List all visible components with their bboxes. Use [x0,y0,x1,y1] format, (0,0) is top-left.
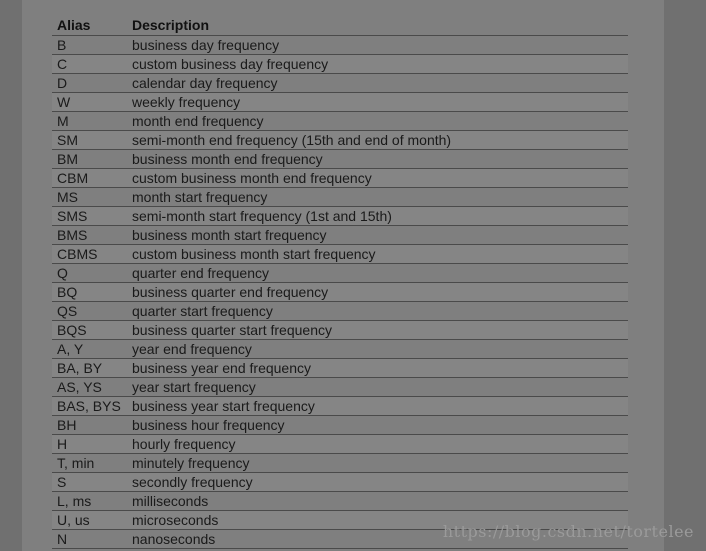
alias-cell: M [52,112,127,131]
description-cell: business year start frequency [127,397,628,416]
table-row [52,340,628,359]
alias-cell: T, min [52,454,127,473]
description-cell: year end frequency [127,340,628,359]
description-cell: business day frequency [127,36,628,55]
table-row [52,264,628,283]
table-row [52,207,628,226]
table-row [52,416,628,435]
description-cell: business hour frequency [127,416,628,435]
table-row [52,93,628,112]
description-cell: business quarter start frequency [127,321,628,340]
alias-cell: QS [52,302,127,321]
alias-cell: A, Y [52,340,127,359]
description-cell: quarter end frequency [127,264,628,283]
offset-aliases-table [52,16,628,549]
description-cell: business month start frequency [127,226,628,245]
table-row [52,74,628,93]
table-row [52,131,628,150]
alias-cell: B [52,36,127,55]
alias-cell: BQS [52,321,127,340]
description-cell: microseconds [127,511,628,530]
table-row [52,226,628,245]
alias-cell: D [52,74,127,93]
table-row [52,169,628,188]
description-cell: nanoseconds [127,530,628,549]
alias-cell: SMS [52,207,127,226]
table-header-row [52,16,628,36]
description-cell: semi-month start frequency (1st and 15th) [127,207,628,226]
description-cell: calendar day frequency [127,74,628,93]
alias-cell: CBMS [52,245,127,264]
alias-cell: U, us [52,511,127,530]
description-cell: minutely frequency [127,454,628,473]
description-cell: quarter start frequency [127,302,628,321]
alias-cell: N [52,530,127,549]
alias-cell: Q [52,264,127,283]
alias-cell: S [52,473,127,492]
alias-cell: W [52,93,127,112]
table-row [52,435,628,454]
description-cell: milliseconds [127,492,628,511]
table-row [52,283,628,302]
table-row [52,112,628,131]
table-row [52,302,628,321]
alias-cell: MS [52,188,127,207]
table-row [52,321,628,340]
alias-cell: BQ [52,283,127,302]
description-cell: hourly frequency [127,435,628,454]
description-cell: secondly frequency [127,473,628,492]
description-column-header: Description [127,16,628,36]
table-row [52,245,628,264]
alias-cell: H [52,435,127,454]
table-body [52,36,628,549]
watermark: https://blog.csdn.net/tortelee [442,522,694,541]
description-cell: year start frequency [127,378,628,397]
alias-cell: CBM [52,169,127,188]
table-row [52,36,628,55]
table-row [52,359,628,378]
alias-cell: BMS [52,226,127,245]
description-cell: business year end frequency [127,359,628,378]
description-cell: business quarter end frequency [127,283,628,302]
description-cell: semi-month end frequency (15th and end of month) [127,131,628,150]
table-row [52,150,628,169]
table-row [52,55,628,74]
alias-cell: L, ms [52,492,127,511]
alias-cell: C [52,55,127,74]
table-row [52,492,628,511]
description-cell: custom business day frequency [127,55,628,74]
alias-cell: BAS, BYS [52,397,127,416]
description-cell: business month end frequency [127,150,628,169]
description-cell: month start frequency [127,188,628,207]
alias-cell: BM [52,150,127,169]
table-row [52,397,628,416]
table-row [52,378,628,397]
alias-cell: BA, BY [52,359,127,378]
alias-cell: AS, YS [52,378,127,397]
description-cell: custom business month end frequency [127,169,628,188]
description-cell: custom business month start frequency [127,245,628,264]
table-row [52,454,628,473]
alias-cell: SM [52,131,127,150]
description-cell: month end frequency [127,112,628,131]
alias-cell: BH [52,416,127,435]
description-cell: weekly frequency [127,93,628,112]
alias-column-header: Alias [52,16,127,36]
table-row [52,473,628,492]
table-row [52,188,628,207]
